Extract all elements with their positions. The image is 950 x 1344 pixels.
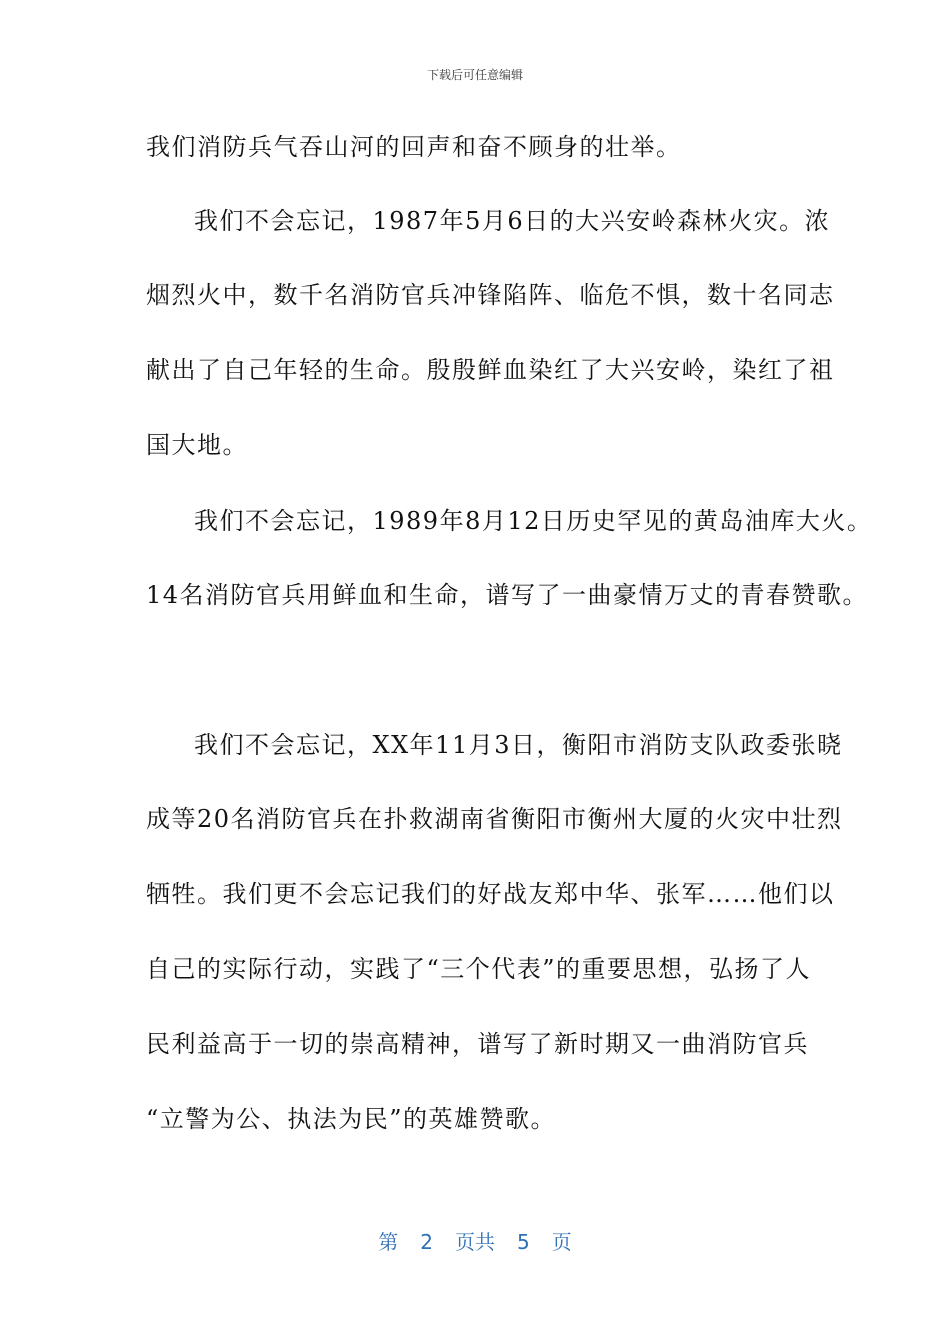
paragraph-line: 民利益高于一切的崇高精神，谱写了新时期又一曲消防官兵 <box>146 1030 809 1058</box>
paragraph-line: 牺牲。我们更不会忘记我们的好战友郑中华、张军……他们以 <box>146 880 835 908</box>
paragraph-line: 烟烈火中，数千名消防官兵冲锋陷阵、临危不惧，数十名同志 <box>146 281 835 309</box>
page-middle: 页共 <box>455 1230 495 1254</box>
page-footer <box>0 1226 950 1255</box>
paragraph-line: 我们不会忘记，XX年11月3日，衡阳市消防支队政委张晓 <box>194 731 843 759</box>
paragraph-line: 国大地。 <box>146 431 248 459</box>
page-total: 5 <box>517 1230 530 1254</box>
paragraph-line: 献出了自己年轻的生命。殷殷鲜血染红了大兴安岭，染红了祖 <box>146 356 835 384</box>
page-number: 2 <box>420 1230 433 1254</box>
paragraph-line: 我们消防兵气吞山河的回声和奋不顾身的壮举。 <box>146 133 682 161</box>
paragraph-line: 14名消防官兵用鲜血和生命，谱写了一曲豪情万丈的青春赞歌。 <box>146 581 869 609</box>
page-suffix: 页 <box>551 1230 572 1254</box>
paragraph-line: 我们不会忘记，1987年5月6日的大兴安岭森林火灾。浓 <box>194 207 831 235</box>
header-note: 下载后可任意编辑 <box>426 68 523 82</box>
paragraph-line: 成等20名消防官兵在扑救湖南省衡阳市衡州大厦的火灾中壮烈 <box>146 805 843 833</box>
page-prefix: 第 <box>378 1230 399 1254</box>
paragraph-line: 我们不会忘记，1989年8月12日历史罕见的黄岛油库大火。 <box>194 507 873 535</box>
paragraph-line: 自己的实际行动，实践了“三个代表”的重要思想，弘扬了人 <box>146 955 812 983</box>
paragraph-line: “立警为公、执法为民”的英雄赞歌。 <box>146 1105 557 1133</box>
